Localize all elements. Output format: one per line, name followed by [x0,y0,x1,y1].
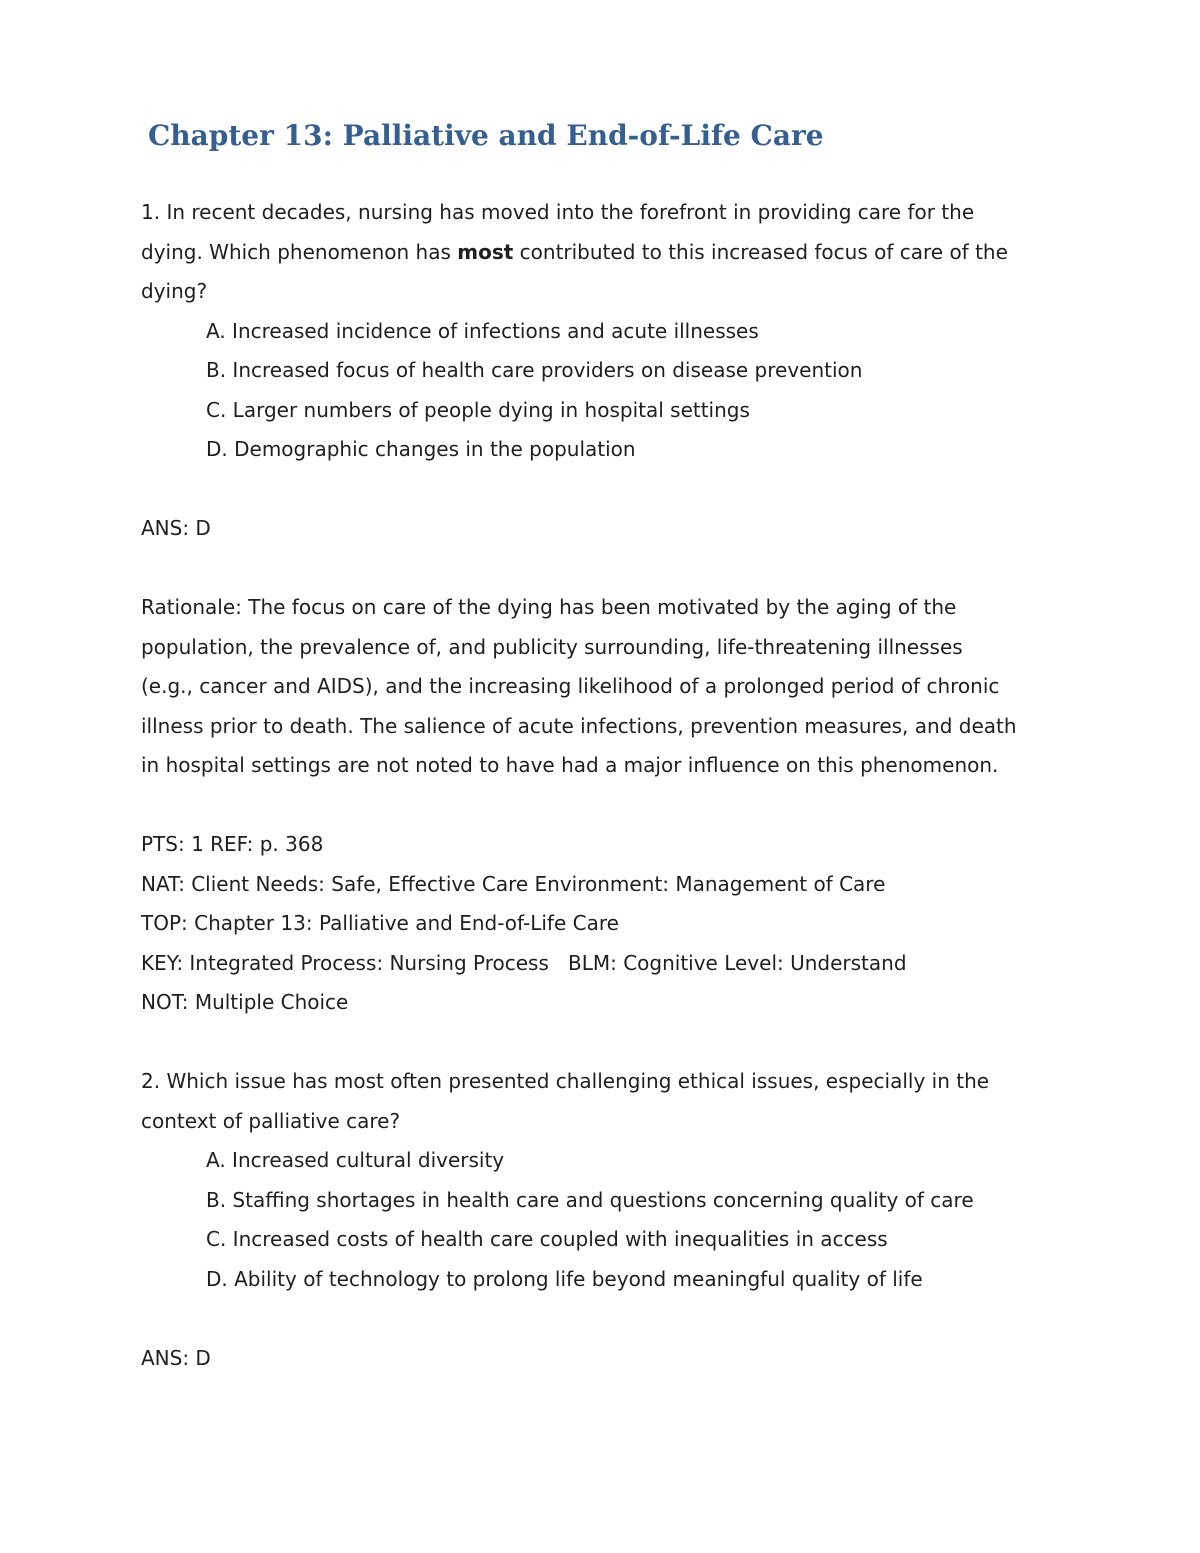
question-2-stem-line-2: context of palliative care? [141,1108,401,1133]
question-1-meta-pts: PTS: 1 REF: p. 368 [141,832,324,856]
document-content [141,193,1101,1378]
question-1-rationale-line-2: population, the prevalence of, and publicity surrounding, life-threatening illnesses [141,634,963,659]
question-1-option-b: B. Increased focus of health care providers on disease prevention [206,358,863,382]
question-2-option-d: D. Ability of technology to prolong life beyond meaningful quality of life [206,1266,923,1291]
question-1-meta-not: NOT: Multiple Choice [141,990,349,1014]
question-2-option-c: C. Increased costs of health care coupled with inequalities in access [206,1227,888,1251]
chapter-title: Chapter 13: Palliative and End-of-Life Care [148,119,824,152]
question-1-stem-line-2 [141,233,1101,273]
question-1 [141,193,1101,1023]
spacer [141,470,1101,510]
question-1-meta-top: TOP: Chapter 13: Palliative and End-of-Life Care [141,911,619,935]
stem-emphasis: most [457,239,514,264]
question-1-stem-line-3: dying? [141,279,208,303]
spacer [141,1023,1101,1063]
question-1-option-c: C. Larger numbers of people dying in hospital settings [206,397,750,422]
question-1-rationale-line-5: in hospital settings are not noted to have had a major influence on this phenomenon. [141,753,999,777]
spacer [141,1299,1101,1339]
question-2-answer: ANS: D [141,1345,211,1370]
question-2-option-a: A. Increased cultural diversity [206,1148,505,1172]
question-1-meta-key: KEY: Integrated Process: Nursing Process BLM: Cognitive Level: Understand [141,950,907,975]
question-1-rationale-line-1: Rationale: The focus on care of the dying has been motivated by the aging of the [141,595,957,619]
question-1-rationale-line-4: illness prior to death. The salience of acute infections, prevention measures, and death [141,713,1017,738]
question-2-stem-line-1: 2. Which issue has most often presented challenging ethical issues, especially in the [141,1069,990,1093]
spacer [141,786,1101,826]
spacer [141,549,1101,589]
question-1-option-a: A. Increased incidence of infections and acute illnesses [206,318,759,343]
question-1-rationale-line-3: (e.g., cancer and AIDS), and the increasing likelihood of a prolonged period of chronic [141,674,1000,698]
question-1-option-d: D. Demographic changes in the population [206,437,636,461]
question-1-meta-nat: NAT: Client Needs: Safe, Effective Care Environment: Management of Care [141,871,886,896]
question-2-option-b: B. Staffing shortages in health care and questions concerning quality of care [206,1187,974,1212]
stem-text: dying. Which phenomenon has [141,239,458,264]
question-2 [141,1062,1101,1378]
question-1-answer: ANS: D [141,516,211,540]
question-1-stem-line-1: 1. In recent decades, nursing has moved into the forefront in providing care for the [141,200,975,224]
stem-text: contributed to this increased focus of care of the [513,239,1008,264]
